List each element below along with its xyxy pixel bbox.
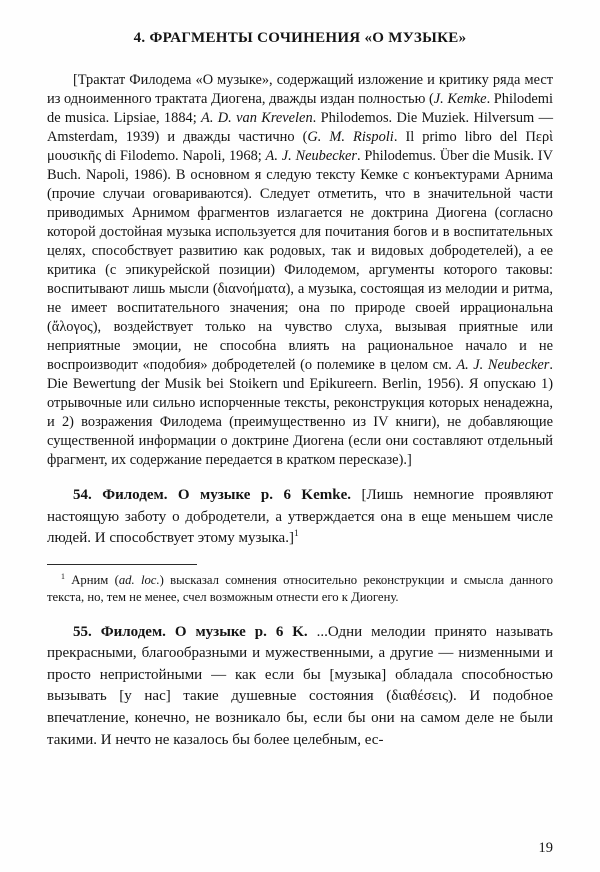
chapter-title: 4. ФРАГМЕНТЫ СОЧИНЕНИЯ «О МУЗЫКЕ» — [133, 30, 467, 46]
fragment-heading: 54. Филодем. О музыке p. 6 Kemke. — [73, 487, 351, 503]
text-run: ) высказал сомнения относительно реконструкции и смысла данного текста, но, тем не менее, счел возможным отнести его к Диогену. — [47, 572, 553, 605]
text-run: . Il primo libro del Περὶ μουσικῆς di Filodemo. Napoli, 1968; — [47, 129, 554, 164]
page-number: 19 — [538, 840, 553, 856]
text-run: . Philodemi de musica. Lipsiae, 1884; — [47, 91, 553, 126]
italic-citation: A. J. Neubecker — [456, 357, 550, 373]
footnote-separator-rule — [47, 564, 197, 565]
italic-citation: G. M. Rispoli — [307, 129, 394, 145]
page-body — [47, 71, 553, 751]
italic-citation: J. Kemke — [433, 91, 487, 107]
footnote-block — [47, 564, 553, 607]
fragment-55-paragraph — [47, 622, 553, 752]
footnote-marker: 1 — [293, 529, 299, 540]
text-run: . Die Bewertung der Musik bei Stoikern und Epikureern. Berlin, 1956). Я опускаю 1) отрывочные или сильно испорченные тексты, реконструкция которых ненадежна, и 2) возражения Филодема (преимущественно из IV книги), не добавляющие существенной информации о доктрине Диогена (если они составляют отдельный фрагмент, их содержание передается в кратком пересказе).] — [47, 357, 553, 468]
text-run: ...Одни мелодии принято называть прекрасными, благообразными и мужественными, а другие — низменными и просто непристойными — как если бы [музыка] обладала способностью вызывать [у нас] такие душевные состояния (διαθέσεις). И подобное впечатление, конечно, не возникало бы, если бы они на самом деле не были такими. И нечто не казалось бы более целебным, ес- — [47, 623, 553, 748]
text-run: [Трактат Филодема «О музыке», содержащий изложение и критику ряда мест из одноименного трактата Диогена, дважды издан полностью ( — [47, 72, 553, 107]
text-run: . Philodemus. Über die Musik. IV Buch. Napoli, 1986). В основном я следую тексту Кемке с конъектурами Арнима (прочие случаи оговариваются). Следует отметить, что в значительной части приводимых Арнимом фрагментов излагается не доктрина Диогена (согласно которой достойная музыка используется для почитания богов и в воспитательных целях, способствует развитию как родовых, так и видовых добродетелей), а ее критика (с эпикурейской позиции) Филодемом, аргументы которого таковы: воспитывают лишь мысли (διανοήματα), а музыка, состоящая из мелодии и ритма, не имеет воспитательного значения; она по природе своей иррациональна (ἄλογος), воздействует только на чувство слуха, вызывая приятные или неприятные эмоции, не способна влиять на рациональное начало и не воспроизводит «подобия» добродетелей (о полемике в целом см. — [47, 148, 553, 373]
italic-citation: A. J. Neubecker — [265, 148, 358, 164]
text-run: . Philodemos. Die Muziek. Hilversum — Amsterdam, 1939) и дважды частично ( — [47, 110, 553, 145]
text-run: Арним ( — [64, 572, 119, 587]
intro-paragraph — [47, 71, 553, 470]
italic-citation: A. D. van Krevelen — [201, 110, 313, 126]
text-run: [Лишь немногие проявляют настоящую заботу о добродетели, а утверждается она в еще меньшем числе людей. И способствует этому музыка.] — [47, 487, 554, 547]
footnote-marker: 1 — [61, 571, 65, 581]
fragment-54-paragraph — [47, 485, 553, 550]
footnote-1 — [47, 572, 553, 607]
fragment-heading: 55. Филодем. О музыке p. 6 K. — [73, 623, 308, 640]
italic-citation: ad. loc. — [118, 572, 160, 587]
